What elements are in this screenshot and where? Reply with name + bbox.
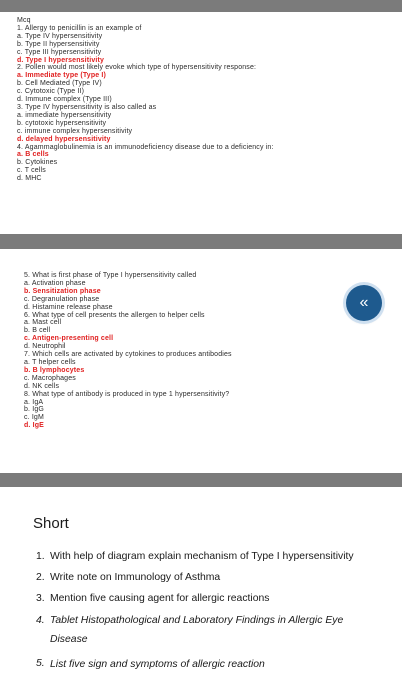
mcq-answer-line: a. Immediate type (Type I)	[17, 72, 106, 80]
document-page-1	[0, 12, 402, 234]
mcq-line: d. NK cells	[24, 382, 60, 390]
short-question-item	[36, 551, 376, 563]
double-chevron-left-icon: «	[359, 294, 369, 311]
mcq-line: d. Immune complex (Type III)	[17, 96, 112, 104]
mcq-line: b. B cell	[24, 327, 51, 335]
mcq-line: c. T cells	[17, 167, 46, 175]
mcq-line: 6. What type of cell presents the allergen to helper cells	[24, 311, 205, 319]
mcq-line: c. Macrophages	[24, 374, 76, 382]
mcq-line: c. Degranulation phase	[24, 295, 100, 303]
mcq-line: a. Type IV hypersensitivity	[17, 32, 103, 40]
collapse-panel-button[interactable]	[346, 285, 382, 321]
mcq-heading: Mcq	[17, 17, 31, 24]
mcq-line: b. Type II hypersensitivity	[17, 40, 100, 48]
mcq-line: a. Activation phase	[24, 279, 86, 287]
mcq-line: 3. Type IV hypersensitivity is also called as	[17, 103, 157, 111]
mcq-line: 4. Agammaglobulinemia is an immunodeficiency disease due to a deficiency in:	[17, 143, 274, 151]
mcq-answer-line: b. Sensitization phase	[24, 287, 101, 295]
question-text: List five sign and symptoms of allergic reaction	[50, 658, 265, 670]
section-title: Short	[33, 515, 69, 532]
mcq-line: b. IgG	[24, 406, 44, 414]
mcq-line: 7. Which cells are activated by cytokines to produces antibodies	[24, 351, 232, 359]
document-page-2	[0, 249, 402, 473]
mcq-answer-line: d. Type I hypersensitivity	[17, 56, 105, 64]
mcq-line: d. Neutrophil	[24, 343, 66, 351]
short-question-item	[36, 658, 376, 674]
question-text: Mention five causing agent for allergic reactions	[50, 593, 270, 605]
mcq-line: 2. Pollen would most likely evoke which type of hypersensitivity response:	[17, 64, 257, 72]
mcq-line: d. Histamine release phase	[24, 303, 113, 311]
question-number: 4.	[36, 614, 45, 626]
mcq-line: a. IgA	[24, 398, 44, 406]
question-text: With help of diagram explain mechanism of Type I hypersensitivity	[50, 551, 354, 562]
top-separator	[0, 0, 402, 12]
mcq-line: 8. What type of antibody is produced in type 1 hypersensitivity?	[24, 390, 230, 398]
mcq-line: 5. What is first phase of Type I hypersensitivity called	[24, 272, 197, 279]
page-separator	[0, 234, 402, 249]
mcq-line: b. Cytokines	[17, 159, 58, 167]
question-number: 3.	[36, 593, 45, 605]
mcq-line: c. IgM	[24, 414, 44, 422]
page-separator	[0, 473, 402, 487]
mcq-answer-line: b. B lymphocytes	[24, 366, 85, 374]
short-question-item	[36, 593, 376, 605]
mcq-line: a. T helper cells	[24, 358, 76, 366]
short-question-list	[36, 551, 376, 683]
mcq-line: c. immune complex hypersensitivity	[17, 127, 133, 135]
question-text: Write note on Immunology of Asthma	[50, 572, 221, 584]
mcq-line: c. Type III hypersensitivity	[17, 48, 102, 56]
question-number: 2.	[36, 572, 45, 584]
mcq-answer-line: a. B cells	[17, 151, 49, 159]
short-question-item	[36, 615, 376, 650]
mcq-answer-line: d. IgE	[24, 422, 44, 430]
short-question-item	[36, 572, 376, 584]
question-number: 5.	[36, 658, 45, 670]
mcq-line: a. immediate hypersensitivity	[17, 111, 112, 119]
question-text: Tablet Histopathological and Laboratory Findings in Allergic Eye Disease	[50, 615, 344, 646]
mcq-line: a. Mast cell	[24, 319, 62, 327]
mcq-line: c. Cytotoxic (Type II)	[17, 88, 85, 96]
mcq-line: b. Cell Mediated (Type IV)	[17, 80, 102, 88]
mcq-answer-line: d. delayed hypersensitivity	[17, 135, 111, 143]
question-number: 1.	[36, 551, 45, 562]
mcq-line: d. MHC	[17, 175, 42, 183]
mcq-line: 1. Allergy to penicillin is an example of	[17, 24, 142, 32]
mcq-line: b. cytotoxic hypersensitivity	[17, 119, 107, 127]
mcq-answer-line: c. Antigen-presenting cell	[24, 335, 114, 343]
